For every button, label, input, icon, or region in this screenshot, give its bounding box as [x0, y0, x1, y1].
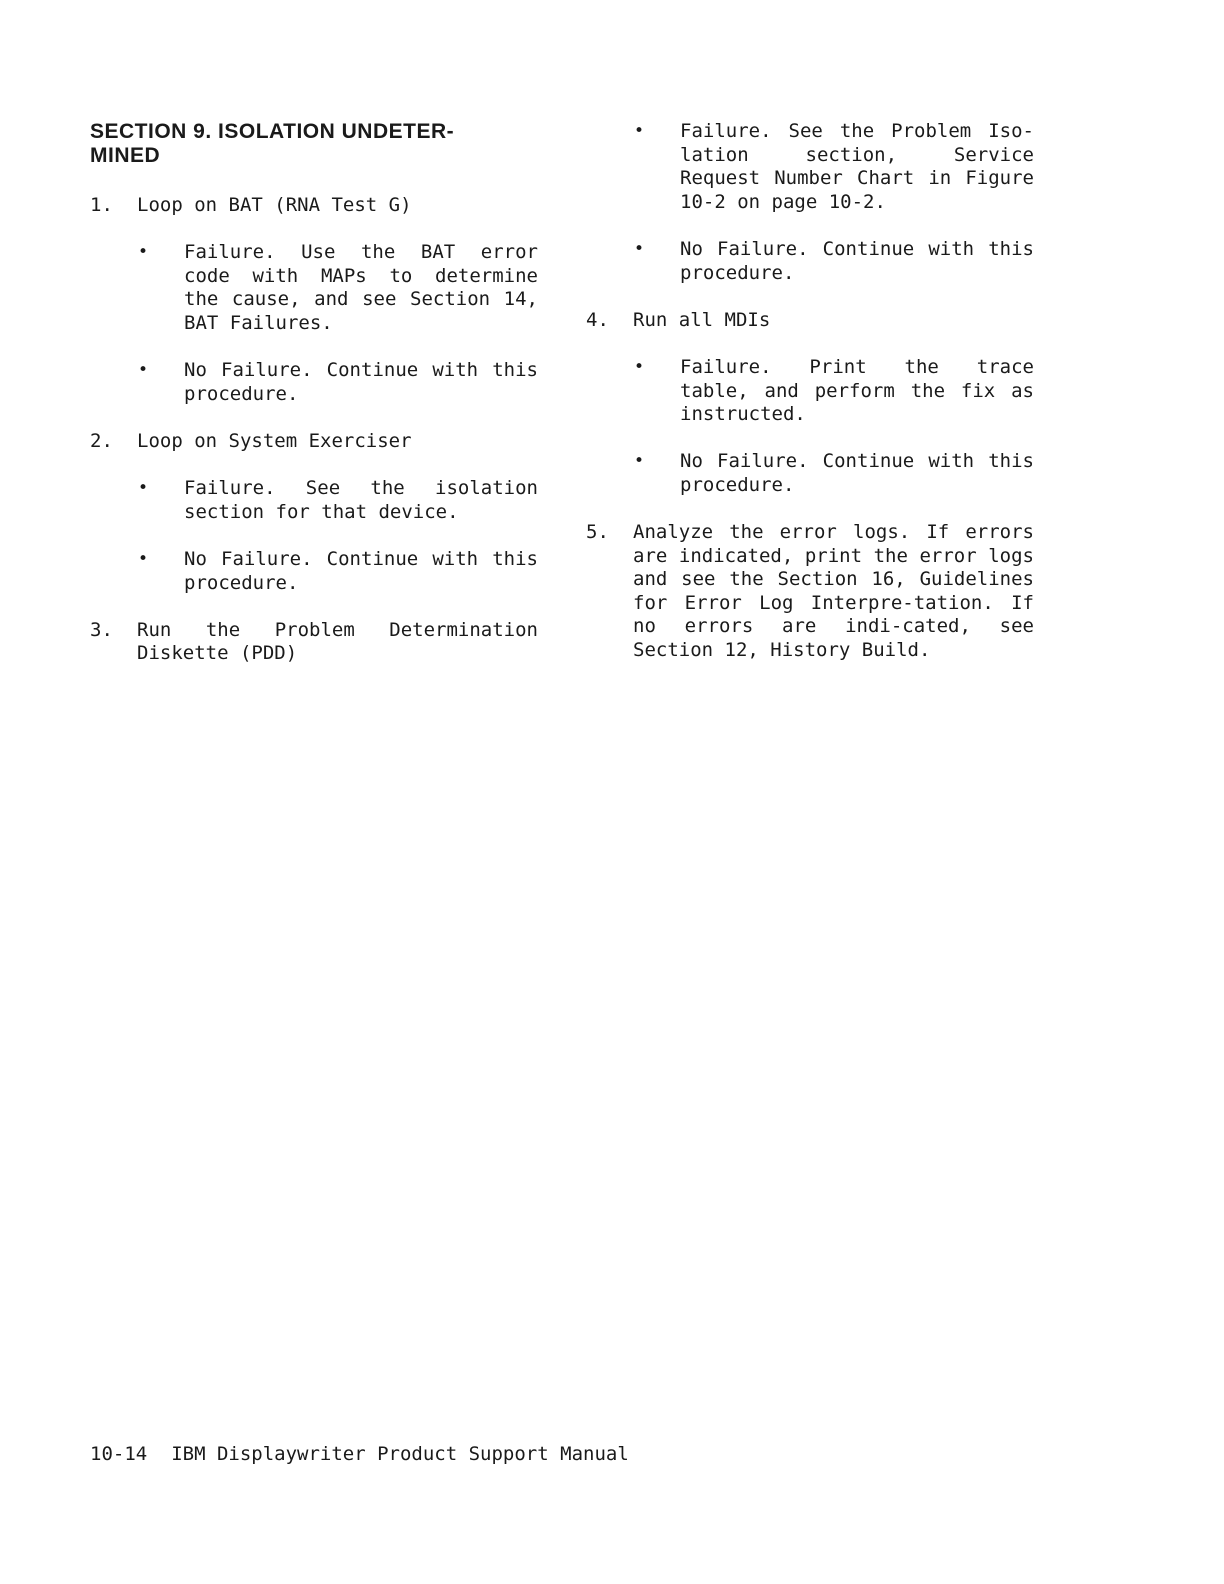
bullet-item	[586, 450, 1034, 497]
bullet-text: No Failure. Continue with this procedure.	[680, 450, 1034, 496]
bullet-icon: •	[634, 121, 645, 141]
bullet-icon: •	[138, 478, 149, 499]
step-text: Loop on System Exerciser	[137, 429, 412, 452]
step-text: Run the Problem Determination Diskette (PDD)	[137, 618, 538, 665]
bullet-icon: •	[138, 360, 149, 381]
bullet-icon: •	[634, 238, 645, 259]
step-text: Loop on BAT (RNA Test G)	[137, 194, 412, 216]
step-number: 1.	[90, 194, 113, 216]
step-1	[90, 194, 538, 218]
step-3	[90, 619, 538, 666]
bullet-text: No Failure. Continue with this procedure.	[184, 359, 538, 405]
bullet-text: No Failure. Continue with this procedure.	[680, 237, 1034, 284]
bullet-item	[586, 120, 1034, 214]
step-number: 2.	[90, 429, 113, 452]
bullet-text: Failure. Use the BAT error code with MAPs to determine the cause, and see Section 14, BAT Failures.	[184, 241, 538, 334]
step-5	[586, 521, 1034, 663]
left-column	[90, 120, 538, 689]
bullet-icon: •	[138, 548, 149, 569]
step-2	[90, 430, 538, 454]
bullet-text: No Failure. Continue with this procedure.	[184, 547, 538, 594]
step-text: Analyze the error logs. If errors are indicated, print the error logs and see the Section 16, Guidelines for Error Log Interpre-tation. If no errors are indi-cated, see Section 12, History Build.	[633, 521, 1034, 662]
section-heading: SECTION 9. ISOLATION UNDETER-MINED	[90, 120, 455, 167]
bullet-item	[90, 241, 538, 335]
manual-title: IBM Displaywriter Product Support Manual	[171, 1443, 629, 1465]
bullet-icon: •	[634, 356, 645, 377]
bullet-item	[90, 359, 538, 406]
bullet-text: Failure. Print the trace table, and perform the fix as instructed.	[680, 355, 1034, 426]
bullet-item	[586, 356, 1034, 427]
step-number: 3.	[90, 618, 113, 641]
step-text: Run all MDIs	[633, 308, 771, 331]
page-footer	[90, 1442, 629, 1466]
step-4	[586, 309, 1034, 333]
step-number: 5.	[586, 521, 609, 544]
page-number: 10-14	[90, 1443, 148, 1465]
bullet-icon: •	[634, 451, 645, 472]
bullet-icon: •	[138, 242, 149, 263]
bullet-text: Failure. See the isolation section for that device.	[184, 477, 538, 523]
bullet-item	[90, 548, 538, 595]
bullet-text: Failure. See the Problem Iso-lation section, Service Request Number Chart in Figure 10-2 on page 10-2.	[680, 120, 1034, 213]
step-number: 4.	[586, 308, 609, 331]
bullet-item	[90, 477, 538, 524]
bullet-item	[586, 238, 1034, 285]
right-column	[586, 120, 1034, 686]
